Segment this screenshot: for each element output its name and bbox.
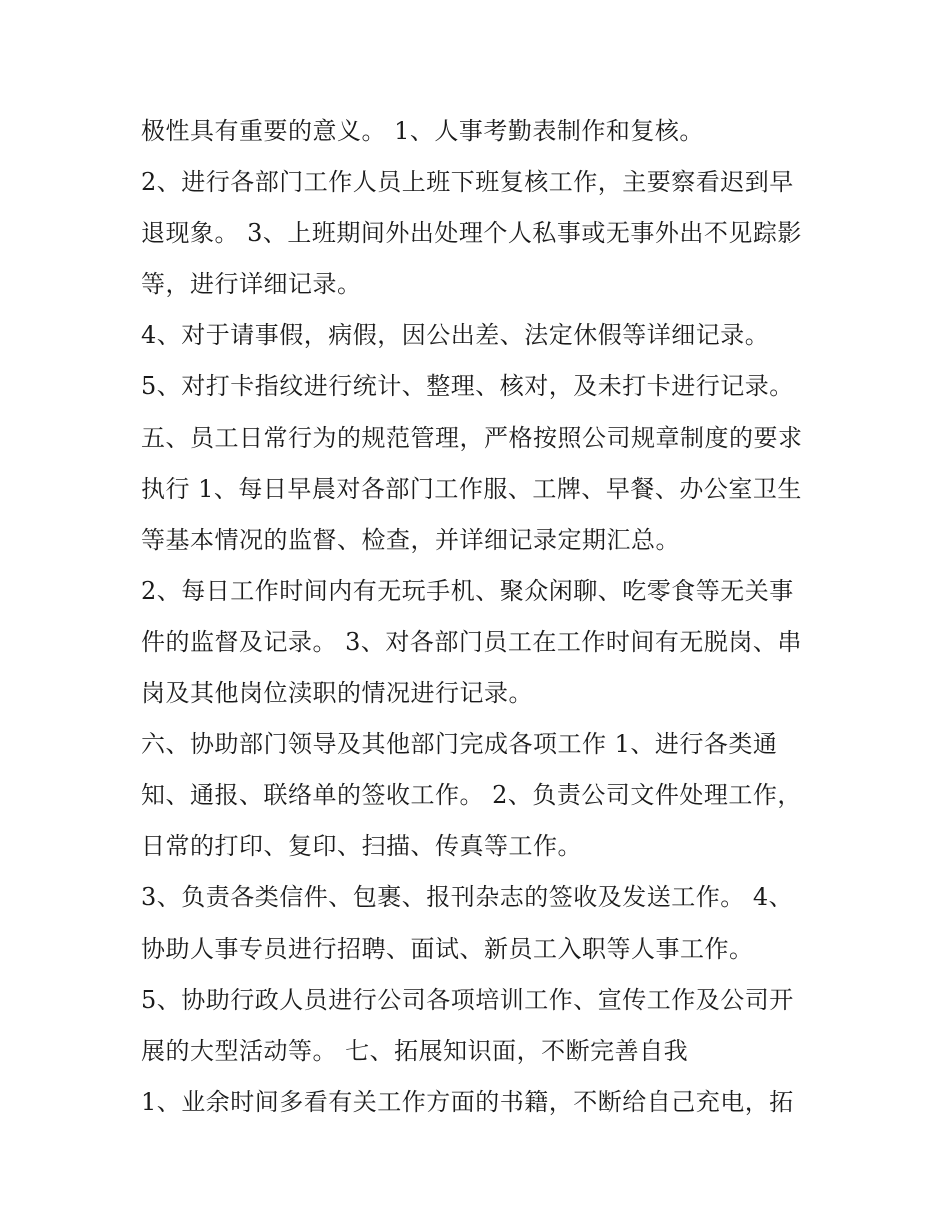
text-line: 4、对于请事假，病假，因公出差、法定休假等详细记录。 xyxy=(141,321,770,350)
text-line: 岗及其他岗位渎职的情况进行记录。 xyxy=(141,679,533,708)
text-line: 5、协助行政人员进行公司各项培训工作、宣传工作及公司开 xyxy=(141,985,794,1014)
text-line: 协助人事专员进行招聘、面试、新员工入职等人事工作。 xyxy=(141,934,754,963)
text-line: 5、对打卡指纹进行统计、整理、核对，及未打卡进行记录。 xyxy=(141,372,794,401)
text-line: 执行 1、每日早晨对各部门工作服、工牌、早餐、办公室卫生 xyxy=(141,474,802,503)
text-line: 3、负责各类信件、包裹、报刊杂志的签收及发送工作。 4、 xyxy=(141,883,794,912)
text-line: 知、通报、联络单的签收工作。 2、负责公司文件处理工作， xyxy=(141,781,802,810)
text-line: 件的监督及记录。 3、对各部门员工在工作时间有无脱岗、串 xyxy=(141,627,802,656)
text-line: 极性具有重要的意义。 1、人事考勤表制作和复核。 xyxy=(141,117,704,145)
text-line: 等，进行详细记录。 xyxy=(141,270,362,299)
text-line: 退现象。 3、上班期间外出处理个人私事或无事外出不见踪影 xyxy=(141,219,802,248)
text-line: 五、员工日常行为的规范管理，严格按照公司规章制度的要求 xyxy=(141,423,803,452)
text-line: 等基本情况的监督、检查，并详细记录定期汇总。 xyxy=(141,525,680,554)
text-line: 六、协助部门领导及其他部门完成各项工作 1、进行各类通 xyxy=(141,730,778,759)
text-line: 2、每日工作时间内有无玩手机、聚众闲聊、吃零食等无关事 xyxy=(141,576,794,605)
text-line: 2、进行各部门工作人员上班下班复核工作，主要察看迟到早 xyxy=(141,168,794,197)
text-line: 1、业余时间多看有关工作方面的书籍，不断给自己充电，拓 xyxy=(141,1087,794,1116)
text-line: 展的大型活动等。 七、拓展知识面，不断完善自我 xyxy=(141,1036,689,1065)
text-line: 日常的打印、复印、扫描、传真等工作。 xyxy=(141,832,582,861)
body-text xyxy=(141,106,841,1128)
